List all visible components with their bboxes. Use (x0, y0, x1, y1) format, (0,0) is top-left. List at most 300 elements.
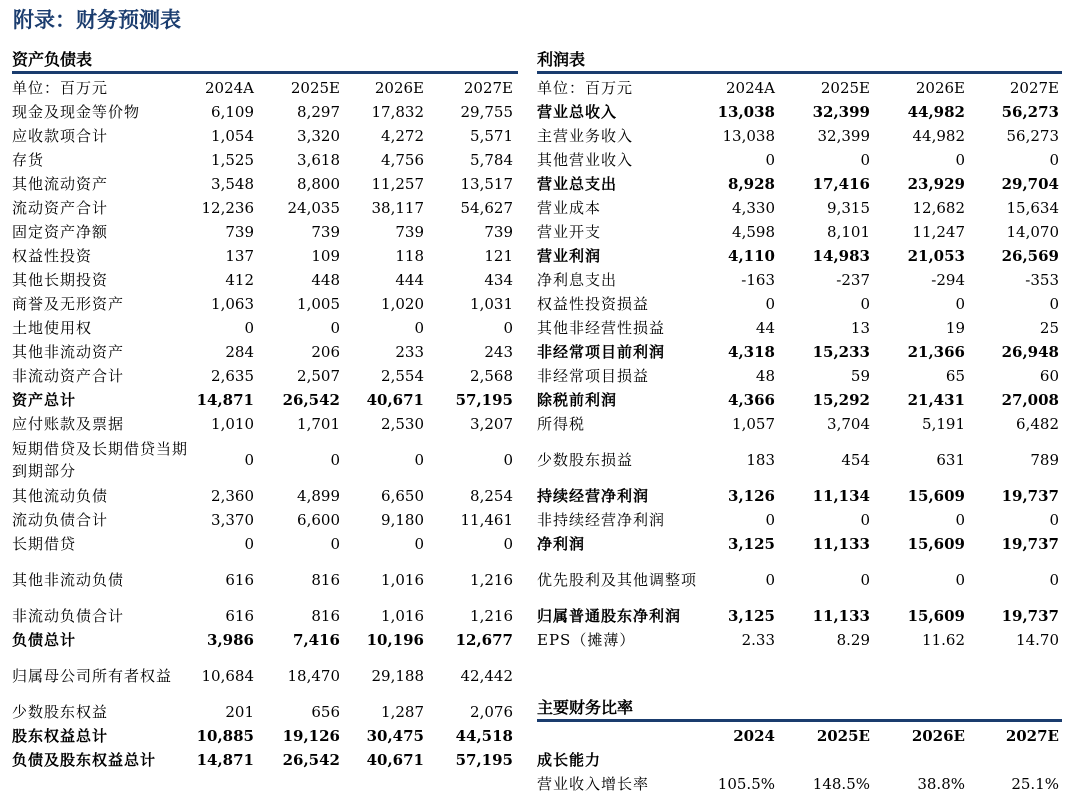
cell-value: 206 (311, 343, 340, 361)
cell-value: 0 (503, 319, 513, 337)
cell-value: 14,983 (812, 247, 870, 265)
table-row (537, 412, 1062, 436)
table-row (12, 292, 518, 316)
row-label: 负债总计 (12, 631, 77, 649)
cell-value: 42,442 (460, 667, 513, 685)
column-header: 2027E (463, 79, 513, 97)
column-header: 2024A (725, 79, 775, 97)
cell-value: 26,569 (1001, 247, 1059, 265)
cell-value: 11,133 (812, 535, 870, 553)
table-row (537, 124, 1062, 148)
table-row (12, 652, 518, 700)
financial-ratios-title-rule (537, 719, 1062, 722)
column-header: 2026E (911, 727, 965, 745)
cell-value: 30,475 (366, 727, 424, 745)
cell-value: 4,330 (732, 199, 775, 217)
cell-value: 48 (755, 367, 775, 385)
table-row (537, 508, 1062, 532)
column-header: 2026E (374, 79, 424, 97)
cell-value: 0 (503, 535, 513, 553)
cell-value: 60 (1039, 367, 1059, 385)
cell-value: 1,054 (211, 127, 254, 145)
cell-value: 656 (311, 703, 340, 721)
row-label: 净利息支出 (537, 271, 618, 289)
cell-value: 0 (955, 151, 965, 169)
table-row (537, 484, 1062, 508)
cell-value: 0 (860, 511, 870, 529)
row-label: 流动负债合计 (12, 511, 109, 529)
table-row (12, 556, 518, 604)
cell-value: 59 (850, 367, 870, 385)
cell-value: -237 (836, 271, 870, 289)
cell-value: 11,461 (460, 511, 513, 529)
cell-value: 0 (765, 151, 775, 169)
cell-value: 15,292 (812, 391, 870, 409)
row-label: 归属母公司所有者权益 (12, 667, 173, 685)
cell-value: 1,016 (381, 607, 424, 625)
cell-value: 616 (225, 607, 254, 625)
table-row (537, 316, 1062, 340)
cell-value: 2,076 (470, 703, 513, 721)
unit-label: 单位：百万元 (12, 79, 109, 97)
cell-value: 739 (395, 223, 424, 241)
cell-value: 19 (945, 319, 965, 337)
cell-value: 0 (244, 319, 254, 337)
column-header: 2024 (733, 727, 775, 745)
row-label: 非流动负债合计 (12, 607, 125, 625)
row-label: 所得税 (537, 415, 586, 433)
cell-value: 739 (225, 223, 254, 241)
cell-value: 25.1% (1011, 775, 1059, 793)
cell-value: 21,053 (907, 247, 965, 265)
row-label: 少数股东损益 (537, 451, 634, 469)
row-label: 资产总计 (12, 391, 77, 409)
row-label: 营业成本 (537, 199, 602, 217)
cell-value: 10,196 (366, 631, 424, 649)
cell-value: 137 (225, 247, 254, 265)
cell-value: 4,110 (728, 247, 775, 265)
table-row (12, 436, 518, 484)
cell-value: 412 (225, 271, 254, 289)
cell-value: 631 (936, 451, 965, 469)
table-row (537, 172, 1062, 196)
cell-value: 26,948 (1001, 343, 1059, 361)
cell-value: 0 (330, 535, 340, 553)
cell-value: 15,609 (907, 535, 965, 553)
cell-value: 0 (414, 319, 424, 337)
row-label: 流动资产合计 (12, 199, 109, 217)
cell-value: 2,568 (470, 367, 513, 385)
cell-value: 56,273 (1001, 103, 1059, 121)
cell-value: 0 (860, 571, 870, 589)
cell-value: 26,542 (282, 751, 340, 769)
income-statement-title-rule (537, 71, 1062, 74)
balance-sheet-title-rule (12, 71, 518, 74)
cell-value: 1,701 (297, 415, 340, 433)
cell-value: 4,318 (728, 343, 775, 361)
cell-value: 4,366 (728, 391, 775, 409)
cell-value: 0 (955, 571, 965, 589)
row-label: 其他非经营性损益 (537, 319, 666, 337)
cell-value: 3,370 (211, 511, 254, 529)
row-label: 其他非流动资产 (12, 343, 125, 361)
row-label: 优先股利及其他调整项 (537, 571, 698, 589)
table-row (12, 148, 518, 172)
cell-value: 11,134 (812, 487, 870, 505)
cell-value: 739 (484, 223, 513, 241)
table-row (12, 364, 518, 388)
cell-value: 739 (311, 223, 340, 241)
cell-value: 17,416 (812, 175, 870, 193)
row-label: 净利润 (537, 535, 586, 553)
table-row (12, 388, 518, 412)
cell-value: 40,671 (366, 751, 424, 769)
cell-value: 121 (484, 247, 513, 265)
table-row (12, 100, 518, 124)
cell-value: 3,548 (211, 175, 254, 193)
cell-value: 148.5% (812, 775, 870, 793)
cell-value: 13,038 (717, 103, 775, 121)
cell-value: 1,031 (470, 295, 513, 313)
row-label: 现金及现金等价物 (12, 103, 141, 121)
row-label: 其他流动负债 (12, 487, 109, 505)
row-label: 土地使用权 (12, 319, 93, 337)
cell-value: 15,609 (907, 487, 965, 505)
row-label: 主营业务收入 (537, 127, 634, 145)
cell-value: 0 (955, 295, 965, 313)
cell-value: 109 (311, 247, 340, 265)
table-row (12, 628, 518, 652)
table-row (12, 700, 518, 724)
row-label: 非经常项目损益 (537, 367, 650, 385)
section-label-row (537, 748, 1062, 772)
cell-value: 19,737 (1001, 535, 1059, 553)
cell-value: 0 (765, 295, 775, 313)
income-statement-title: 利润表 (537, 50, 586, 69)
cell-value: 29,188 (371, 667, 424, 685)
cell-value: 29,755 (460, 103, 513, 121)
cell-value: 183 (746, 451, 775, 469)
cell-value: 2.33 (741, 631, 775, 649)
cell-value: 3,986 (207, 631, 254, 649)
row-label: 营业总支出 (537, 175, 618, 193)
cell-value: 10,684 (201, 667, 254, 685)
row-label: 非经常项目前利润 (537, 343, 666, 361)
row-label: 权益性投资 (12, 247, 93, 265)
cell-value: 24,035 (287, 199, 340, 217)
section-label: 成长能力 (537, 751, 602, 769)
cell-value: 14,070 (1006, 223, 1059, 241)
cell-value: 56,273 (1006, 127, 1059, 145)
cell-value: 5,784 (470, 151, 513, 169)
balance-sheet-title: 资产负债表 (12, 50, 93, 69)
table-row (537, 148, 1062, 172)
table-row (12, 172, 518, 196)
cell-value: 54,627 (460, 199, 513, 217)
cell-value: 5,571 (470, 127, 513, 145)
table-row (537, 436, 1062, 484)
cell-value: 1,216 (470, 607, 513, 625)
cell-value: 1,216 (470, 571, 513, 589)
table-row (537, 604, 1062, 628)
cell-value: -294 (931, 271, 965, 289)
cell-value: 11,247 (912, 223, 965, 241)
cell-value: 233 (395, 343, 424, 361)
cell-value: 13,517 (460, 175, 513, 193)
cell-value: 21,431 (907, 391, 965, 409)
cell-value: 0 (503, 451, 513, 469)
row-label: 营业收入增长率 (537, 775, 650, 793)
table-row (12, 604, 518, 628)
cell-value: 12,236 (201, 199, 254, 217)
column-header: 2027E (1005, 727, 1059, 745)
cell-value: 19,737 (1001, 607, 1059, 625)
table-row (12, 340, 518, 364)
table-row (12, 124, 518, 148)
cell-value: 13 (850, 319, 870, 337)
table-row (12, 412, 518, 436)
cell-value: 1,057 (732, 415, 775, 433)
cell-value: 0 (414, 451, 424, 469)
cell-value: 17,832 (371, 103, 424, 121)
cell-value: 6,109 (211, 103, 254, 121)
cell-value: 8,928 (728, 175, 775, 193)
cell-value: 1,016 (381, 571, 424, 589)
row-label: 商誉及无形资产 (12, 295, 125, 313)
table-row (12, 316, 518, 340)
cell-value: 4,756 (381, 151, 424, 169)
cell-value: 3,126 (728, 487, 775, 505)
cell-value: 0 (1049, 151, 1059, 169)
cell-value: 8,101 (827, 223, 870, 241)
cell-value: 0 (414, 535, 424, 553)
table-row (12, 196, 518, 220)
cell-value: 4,899 (297, 487, 340, 505)
cell-value: 65 (945, 367, 965, 385)
cell-value: 0 (1049, 295, 1059, 313)
cell-value: 19,737 (1001, 487, 1059, 505)
row-label: 负债及股东权益总计 (12, 751, 157, 769)
cell-value: 9,315 (827, 199, 870, 217)
cell-value: 44,982 (912, 127, 965, 145)
cell-value: 3,618 (297, 151, 340, 169)
row-label: 应付账款及票据 (12, 415, 125, 433)
cell-value: 789 (1030, 451, 1059, 469)
cell-value: 12,677 (455, 631, 513, 649)
row-label: 应收款项合计 (12, 127, 109, 145)
cell-value: 448 (311, 271, 340, 289)
cell-value: 434 (484, 271, 513, 289)
row-label: 非流动资产合计 (12, 367, 125, 385)
cell-value: 8.29 (836, 631, 870, 649)
row-label: 其他长期投资 (12, 271, 109, 289)
cell-value: 5,191 (922, 415, 965, 433)
cell-value: 11,257 (371, 175, 424, 193)
cell-value: 284 (225, 343, 254, 361)
cell-value: 8,800 (297, 175, 340, 193)
cell-value: 15,609 (907, 607, 965, 625)
cell-value: 32,399 (812, 103, 870, 121)
cell-value: -353 (1025, 271, 1059, 289)
cell-value: 3,125 (728, 607, 775, 625)
cell-value: 32,399 (817, 127, 870, 145)
cell-value: 1,020 (381, 295, 424, 313)
cell-value: 2,554 (381, 367, 424, 385)
financial-ratios-header-row (537, 724, 1062, 748)
row-label: 归属普通股东净利润 (537, 607, 682, 625)
cell-value: 2,530 (381, 415, 424, 433)
cell-value: 14,871 (196, 391, 254, 409)
row-label: 其他流动资产 (12, 175, 109, 193)
cell-value: 816 (311, 607, 340, 625)
row-label: 营业总收入 (537, 103, 618, 121)
income-statement-header-row (537, 76, 1062, 100)
cell-value: 40,671 (366, 391, 424, 409)
cell-value: 0 (330, 319, 340, 337)
cell-value: 0 (765, 571, 775, 589)
cell-value: 3,320 (297, 127, 340, 145)
cell-value: 7,416 (293, 631, 340, 649)
table-row (12, 268, 518, 292)
cell-value: 6,600 (297, 511, 340, 529)
table-row (537, 556, 1062, 604)
cell-value: 57,195 (455, 751, 513, 769)
cell-value: 6,482 (1016, 415, 1059, 433)
table-row (537, 220, 1062, 244)
cell-value: 19,126 (282, 727, 340, 745)
table-row (537, 364, 1062, 388)
cell-value: 18,470 (287, 667, 340, 685)
cell-value: 0 (1049, 511, 1059, 529)
cell-value: 0 (860, 295, 870, 313)
cell-value: 444 (395, 271, 424, 289)
column-header: 2025E (820, 79, 870, 97)
table-row (537, 532, 1062, 556)
cell-value: 0 (1049, 571, 1059, 589)
table-row (537, 268, 1062, 292)
table-row (537, 196, 1062, 220)
cell-value: 105.5% (717, 775, 775, 793)
row-label: 除税前利润 (537, 391, 618, 409)
cell-value: 38,117 (371, 199, 424, 217)
cell-value: 2,360 (211, 487, 254, 505)
cell-value: 44,982 (907, 103, 965, 121)
table-row (537, 100, 1062, 124)
page-title: 附录：财务预测表 (13, 7, 181, 32)
cell-value: 4,598 (732, 223, 775, 241)
table-row (12, 484, 518, 508)
financial-ratios-title: 主要财务比率 (537, 698, 634, 717)
cell-value: 3,125 (728, 535, 775, 553)
cell-value: 15,634 (1006, 199, 1059, 217)
row-label: 营业开支 (537, 223, 602, 241)
cell-value: 8,297 (297, 103, 340, 121)
table-row (537, 628, 1062, 652)
row-label: 存货 (12, 151, 45, 169)
cell-value: 13,038 (722, 127, 775, 145)
cell-value: 0 (765, 511, 775, 529)
cell-value: 12,682 (912, 199, 965, 217)
table-row (12, 532, 518, 556)
table-row (537, 388, 1062, 412)
cell-value: 0 (244, 535, 254, 553)
cell-value: 3,207 (470, 415, 513, 433)
cell-value: 816 (311, 571, 340, 589)
cell-value: 1,525 (211, 151, 254, 169)
table-row (12, 748, 518, 772)
table-row (12, 508, 518, 532)
cell-value: 15,233 (812, 343, 870, 361)
row-label: 少数股东权益 (12, 703, 109, 721)
cell-value: 27,008 (1001, 391, 1059, 409)
cell-value: 10,885 (196, 727, 254, 745)
cell-value: 26,542 (282, 391, 340, 409)
cell-value: 1,287 (381, 703, 424, 721)
cell-value: 0 (330, 451, 340, 469)
table-row (12, 220, 518, 244)
cell-value: 29,704 (1001, 175, 1059, 193)
row-label: EPS（摊薄） (537, 631, 636, 649)
row-label: 其他非流动负债 (12, 571, 125, 589)
table-row (537, 772, 1062, 796)
cell-value: 616 (225, 571, 254, 589)
table-row (12, 244, 518, 268)
cell-value: 4,272 (381, 127, 424, 145)
cell-value: 9,180 (381, 511, 424, 529)
cell-value: -163 (741, 271, 775, 289)
cell-value: 14.70 (1016, 631, 1059, 649)
cell-value: 8,254 (470, 487, 513, 505)
cell-value: 1,005 (297, 295, 340, 313)
cell-value: 44 (755, 319, 775, 337)
cell-value: 11,133 (812, 607, 870, 625)
cell-value: 0 (860, 151, 870, 169)
cell-value: 1,010 (211, 415, 254, 433)
column-header: 2025E (816, 727, 870, 745)
column-header: 2027E (1009, 79, 1059, 97)
cell-value: 0 (955, 511, 965, 529)
row-label: 非持续经营净利润 (537, 511, 666, 529)
cell-value: 38.8% (917, 775, 965, 793)
row-label: 持续经营净利润 (537, 487, 650, 505)
balance-sheet-header-row (12, 76, 518, 100)
row-label: 股东权益总计 (12, 727, 109, 745)
row-label: 权益性投资损益 (537, 295, 650, 313)
cell-value: 3,704 (827, 415, 870, 433)
cell-value: 21,366 (907, 343, 965, 361)
column-header: 2024A (204, 79, 254, 97)
cell-value: 11.62 (922, 631, 965, 649)
table-row (537, 244, 1062, 268)
cell-value: 0 (244, 451, 254, 469)
column-header: 2026E (915, 79, 965, 97)
cell-value: 14,871 (196, 751, 254, 769)
cell-value: 23,929 (907, 175, 965, 193)
cell-value: 454 (841, 451, 870, 469)
cell-value: 6,650 (381, 487, 424, 505)
row-label: 短期借贷及长期借贷当期到期部分 (12, 440, 189, 480)
row-label: 其他营业收入 (537, 151, 634, 169)
table-row (12, 724, 518, 748)
cell-value: 201 (225, 703, 254, 721)
cell-value: 118 (395, 247, 424, 265)
row-label: 营业利润 (537, 247, 602, 265)
cell-value: 44,518 (455, 727, 513, 745)
column-header: 2025E (290, 79, 340, 97)
cell-value: 25 (1039, 319, 1059, 337)
cell-value: 2,635 (211, 367, 254, 385)
cell-value: 2,507 (297, 367, 340, 385)
